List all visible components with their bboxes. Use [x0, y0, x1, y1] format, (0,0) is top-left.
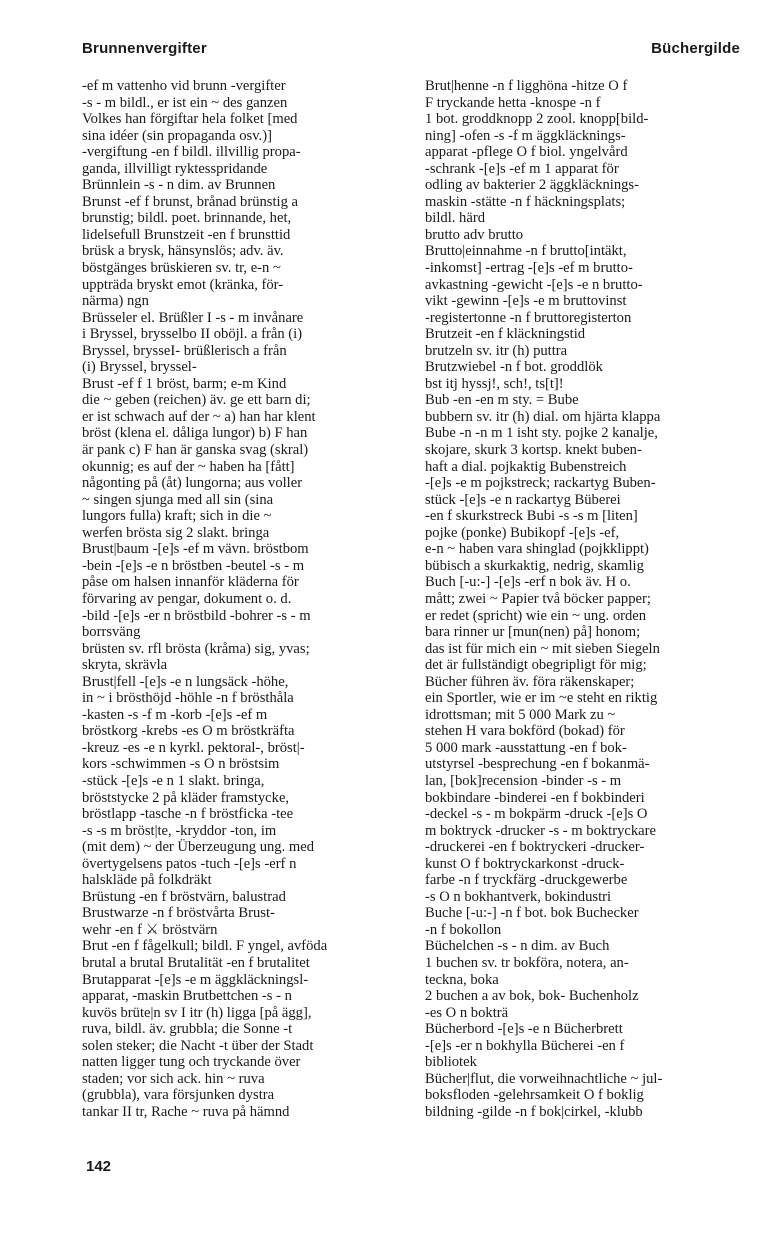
- dictionary-line: natten ligger tung och tryckande över: [82, 1054, 301, 1071]
- dictionary-line: lidelsefull Brunstzeit -en f brunsttid: [82, 226, 291, 243]
- dictionary-line: -bild -[e]s -er n bröstbild -bohrer -s - m: [82, 607, 311, 624]
- dictionary-line: vikt -gewinn -[e]s -e m bruttovinst: [425, 293, 627, 310]
- dictionary-line: Bub -en -en m sty. = Bube: [425, 392, 579, 409]
- dictionary-line: 1 bot. groddknopp 2 zool. knopp[bild-: [425, 111, 649, 128]
- dictionary-line: Brüsseler el. Brüßler I -s - m invånare: [82, 309, 304, 326]
- dictionary-line: Brust|baum -[e]s -ef m vävn. bröstbom: [82, 541, 309, 558]
- running-head-left: Brunnenvergifter: [82, 40, 207, 57]
- dictionary-line: teckna, boka: [425, 971, 499, 988]
- dictionary-line: pojke (ponke) Bubikopf -[e]s -ef,: [425, 524, 620, 541]
- dictionary-line: lan, [bok]recension -binder -s - m: [425, 772, 622, 789]
- dictionary-line: Brutto|einnahme -n f brutto[intäkt,: [425, 243, 627, 260]
- dictionary-line: -vergiftung -en f bildl. illvillig propa-: [82, 144, 301, 161]
- dictionary-line: utstyrsel -besprechung -en f bokanmä-: [425, 756, 650, 773]
- dictionary-line: bokbindare -binderei -en f bokbinderi: [425, 789, 645, 806]
- dictionary-line: bildning -gilde -n f bok|cirkel, -klubb: [425, 1103, 643, 1120]
- dictionary-line: Bube -n -n m 1 isht sty. pojke 2 kanalje,: [425, 425, 658, 442]
- dictionary-line: brutzeln sv. itr (h) puttra: [425, 342, 568, 359]
- dictionary-line: Brust|fell -[e]s -e n lungsäck -höhe,: [82, 673, 289, 690]
- dictionary-line: ~ singen sjunga med all sin (sina: [82, 491, 274, 508]
- dictionary-line: kunst O f boktryckarkonst -druck-: [425, 855, 625, 872]
- running-head-right: Büchergilde: [651, 40, 740, 57]
- dictionary-line: avkastning -gewicht -[e]s -e n brutto-: [425, 276, 643, 293]
- dictionary-line: Brustwarze -n f bröstvårta Brust-: [82, 905, 275, 922]
- dictionary-line: ruva, bildl. äv. grubbla; die Sonne -t: [82, 1021, 293, 1038]
- dictionary-line: Büchelchen -s - n dim. av Buch: [425, 938, 610, 955]
- dictionary-line: -es O n bokträ: [425, 1004, 509, 1021]
- dictionary-line: wehr -en f ⚔ bröstvärn: [82, 921, 218, 938]
- dictionary-line: apparat, -maskin Brutbettchen -s - n: [82, 988, 292, 1005]
- dictionary-line: -en f skurkstreck Bubi -s -s m [liten]: [425, 508, 638, 525]
- dictionary-line: övertygelsens patos -tuch -[e]s -erf n: [82, 855, 297, 872]
- dictionary-line: apparat -pflege O f biol. yngelvård: [425, 144, 628, 161]
- dictionary-line: Brunst -ef f brunst, brånad brünstig a: [82, 193, 299, 210]
- right-column: [425, 78, 751, 1120]
- dictionary-line: -ef m vattenho vid brunn -vergifter: [82, 78, 286, 94]
- dictionary-line: Bryssel, brysseI- brüßlerisch a från: [82, 342, 287, 359]
- dictionary-line: solen steker; die Nacht -t über der Stadt: [82, 1037, 314, 1054]
- dictionary-line: farbe -n f tryckfärg -druckgewerbe: [425, 872, 628, 889]
- dictionary-line: Bücher|flut, die vorweihnachtliche ~ jul-: [425, 1070, 663, 1087]
- dictionary-line: Brut|henne -n f ligghöna -hitze O f: [425, 78, 628, 94]
- dictionary-line: ein Sportler, wie er im ~e steht en riktig: [425, 690, 658, 707]
- dictionary-line: förvaring av pengar, dokument o. d.: [82, 590, 292, 607]
- dictionary-line: bübisch a skurkaktig, nedrig, skamlig: [425, 557, 644, 574]
- dictionary-line: F tryckande hetta -knospe -n f: [425, 94, 601, 111]
- dictionary-line: närma) ngn: [82, 293, 149, 310]
- dictionary-line: är pank c) F han är ganska svag (skral): [82, 442, 309, 459]
- dictionary-line: kuvös brüte|n sv I itr (h) ligga [på ägg],: [82, 1004, 312, 1021]
- dictionary-line: haft a dial. pojkaktig Bubenstreich: [425, 458, 627, 475]
- dictionary-line: -deckel -s - m bokpärm -druck -[e]s O: [425, 806, 648, 823]
- dictionary-line: staden; vor sich ack. hin ~ ruva: [82, 1070, 265, 1087]
- dictionary-line: bröstkorg -krebs -es O m bröstkräfta: [82, 723, 295, 740]
- dictionary-line: ganda, illvilligt ryktesspridande: [82, 160, 268, 177]
- dictionary-line: Buche [-u:-] -n f bot. bok Buchecker: [425, 905, 639, 922]
- dictionary-line: uppträda bryskt emot (kränka, för-: [82, 276, 284, 293]
- dictionary-line: Buch [-u:-] -[e]s -erf n bok äv. H o.: [425, 574, 631, 591]
- dictionary-line: -kreuz -es -e n kyrkl. pektoral-, bröst|-: [82, 739, 305, 756]
- dictionary-line: Brut -en f fågelkull; bildl. F yngel, avföda: [82, 938, 328, 955]
- dictionary-line: bröst (klena el. dåliga lungor) b) F han: [82, 425, 308, 442]
- dictionary-line: (grubbla), vara försjunken dystra: [82, 1087, 275, 1104]
- dictionary-line: boksfloden -gelehrsamkeit O f boklig: [425, 1087, 644, 1104]
- dictionary-line: er redet (spricht) wie ein ~ ung. orden: [425, 607, 647, 624]
- dictionary-line: Brutzeit -en f kläckningstid: [425, 326, 586, 343]
- dictionary-line: Bücherbord -[e]s -e n Bücherbrett: [425, 1021, 623, 1038]
- dictionary-line: okunnig; es auf der ~ haben ha [fått]: [82, 458, 295, 475]
- dictionary-line: bibliotek: [425, 1054, 477, 1071]
- dictionary-line: m boktryck -drucker -s - m boktryckare: [425, 822, 656, 839]
- left-column: [82, 78, 400, 1120]
- dictionary-line: brüsk a brysk, hänsynslös; adv. äv.: [82, 243, 284, 260]
- page-number: 142: [86, 1158, 112, 1175]
- dictionary-line: lungors fulla) kraft; sich in die ~: [82, 508, 272, 525]
- dictionary-line: bara rinner ur [mun(nen) på] honom;: [425, 624, 641, 641]
- dictionary-line: halskläde på folkdräkt: [82, 872, 212, 889]
- dictionary-line: Brust -ef f 1 bröst, barm; e-m Kind: [82, 375, 287, 392]
- dictionary-line: odling av bakterier 2 äggkläcknings-: [425, 177, 639, 194]
- dictionary-line: Brutapparat -[e]s -e m äggkläckningsl-: [82, 971, 309, 988]
- dictionary-line: stehen H vara bokförd (bokad) för: [425, 723, 625, 740]
- dictionary-line: skryta, skrävla: [82, 657, 168, 674]
- dictionary-line: in ~ i brösthöjd -höhle -n f brösthåla: [82, 690, 294, 707]
- dictionary-line: 1 buchen sv. tr bokföra, notera, an-: [425, 954, 629, 971]
- dictionary-line: -kasten -s -f m -korb -[e]s -ef m: [82, 706, 268, 723]
- dictionary-line: någonting på (åt) lungorna; aus voller: [82, 475, 303, 492]
- dictionary-line: idrottsman; mit 5 000 Mark zu ~: [425, 706, 616, 723]
- dictionary-line: Brutzwiebel -n f bot. groddlök: [425, 359, 603, 376]
- dictionary-line: brutto adv brutto: [425, 226, 524, 243]
- dictionary-line: stück -[e]s -e n rackartyg Büberei: [425, 491, 621, 508]
- dictionary-line: Volkes han förgiftar hela folket [med: [82, 111, 298, 128]
- dictionary-line: 2 buchen a av bok, bok- Buchenholz: [425, 988, 639, 1005]
- dictionary-line: brunstig; bildl. poet. brinnande, het,: [82, 210, 292, 227]
- dictionary-line: mått; zwei ~ Papier två böcker papper;: [425, 590, 651, 607]
- dictionary-line: (i) Bryssel, bryssel-: [82, 359, 197, 376]
- dictionary-line: tankar II tr, Rache ~ ruva på hämnd: [82, 1103, 290, 1120]
- dictionary-line: bröststycke 2 på kläder framstycke,: [82, 789, 290, 806]
- dictionary-line: -s - m bildl., er ist ein ~ des ganzen: [82, 94, 288, 111]
- dictionary-line: -s -s m bröst|te, -kryddor -ton, im: [82, 822, 277, 839]
- dictionary-line: kors -schwimmen -s O n bröstsim: [82, 756, 280, 773]
- dictionary-line: bröstlapp -tasche -n f bröstficka -tee: [82, 806, 294, 823]
- dictionary-line: påse om halsen innanför kläderna för: [82, 574, 299, 591]
- dictionary-line: -bein -[e]s -e n bröstben -beutel -s - m: [82, 557, 305, 574]
- dictionary-line: 5 000 mark -ausstattung -en f bok-: [425, 739, 627, 756]
- dictionary-line: die ~ geben (reichen) äv. ge ett barn di;: [82, 392, 311, 409]
- dictionary-line: skojare, skurk 3 kortsp. knekt buben-: [425, 442, 642, 459]
- dictionary-line: brüsten sv. rfl brösta (kråma) sig, yvas;: [82, 640, 310, 657]
- dictionary-line: ning] -ofen -s -f m äggkläcknings-: [425, 127, 626, 144]
- dictionary-line: e-n ~ haben vara shinglad (pojkklippt): [425, 541, 649, 558]
- dictionary-line: bst itj hyssj!, sch!, ts[t]!: [425, 375, 564, 392]
- dictionary-line: i Bryssel, brysselbo II oböjl. a från (i): [82, 326, 303, 343]
- dictionary-line: maskin -stätte -n f häckningsplats;: [425, 193, 626, 210]
- dictionary-line: borrsväng: [82, 624, 141, 641]
- dictionary-line: das ist für mich ein ~ mit sieben Siegeln: [425, 640, 660, 657]
- dictionary-line: bubbern sv. itr (h) dial. om hjärta klappa: [425, 408, 661, 425]
- dictionary-line: -s O n bokhantverk, bokindustri: [425, 888, 612, 905]
- dictionary-line: -schrank -[e]s -ef m 1 apparat för: [425, 160, 619, 177]
- dictionary-line: brutal a brutal Brutalität -en f brutalitet: [82, 954, 310, 971]
- dictionary-line: bildl. härd: [425, 210, 485, 227]
- dictionary-line: (mit dem) ~ der Überzeugung ung. med: [82, 839, 315, 856]
- dictionary-line: -stück -[e]s -e n 1 slakt. bringa,: [82, 772, 265, 789]
- dictionary-line: det är fullständigt obegripligt för mig;: [425, 657, 647, 674]
- dictionary-line: -n f bokollon: [425, 921, 502, 938]
- dictionary-line: -druckerei -en f boktryckeri -drucker-: [425, 839, 645, 856]
- dictionary-line: er ist schwach auf der ~ a) han har klent: [82, 408, 316, 425]
- dictionary-line: sina idéer (sin propaganda osv.)]: [82, 127, 272, 144]
- dictionary-line: werfen brösta sig 2 slakt. bringa: [82, 524, 270, 541]
- dictionary-line: -registertonne -n f bruttoregisterton: [425, 309, 632, 326]
- dictionary-line: böstgänges brüskieren sv. tr, e-n ~: [82, 260, 281, 277]
- dictionary-line: -inkomst] -ertrag -[e]s -ef m brutto-: [425, 260, 633, 277]
- dictionary-line: Brünnlein -s - n dim. av Brunnen: [82, 177, 276, 194]
- dictionary-line: -[e]s -e m pojkstreck; rackartyg Buben-: [425, 475, 656, 492]
- dictionary-line: -[e]s -er n bokhylla Bücherei -en f: [425, 1037, 625, 1054]
- dictionary-line: Bücher führen äv. föra räkenskaper;: [425, 673, 635, 690]
- dictionary-line: Brüstung -en f bröstvärn, balustrad: [82, 888, 286, 905]
